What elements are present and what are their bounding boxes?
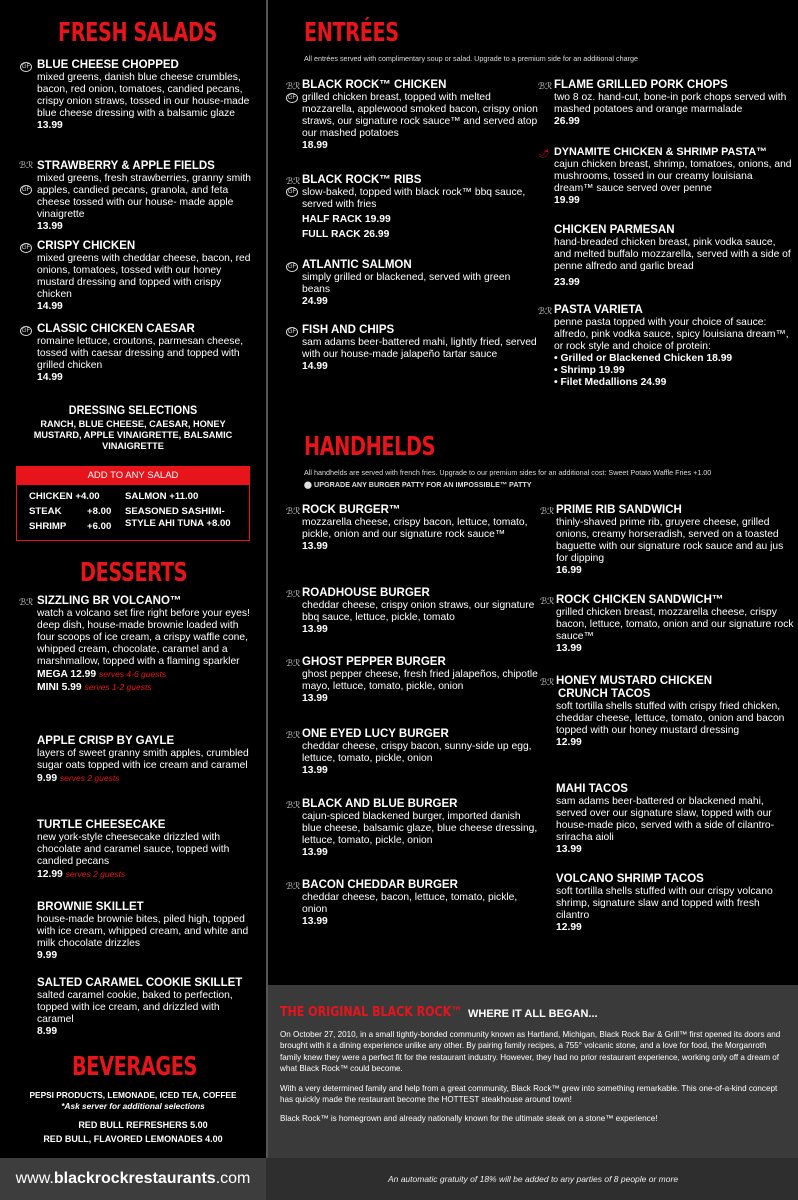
signature-icon: ℬℛ bbox=[540, 677, 555, 687]
right-column bbox=[268, 0, 798, 985]
dressing-list: RANCH, BLUE CHEESE, CAESAR, HONEY MUSTARD, APPLE VINAIGRETTE, BALSAMIC VINAIGRETTE bbox=[33, 419, 233, 451]
handheld-item: ROADHOUSE BURGER cheddar cheese, crispy onion straws, our signature bbq sauce, lettuce, pickle, tomato 13.99 bbox=[302, 587, 535, 635]
gluten-free-icon: GF bbox=[287, 264, 297, 270]
story-title: THE ORIGINAL BLACK ROCK™ bbox=[280, 1005, 463, 1020]
gluten-free-icon: GF bbox=[21, 245, 31, 251]
bev-line: RED BULL, FLAVORED LEMONADES 4.00 bbox=[43, 1134, 223, 1144]
add-to-salad-box bbox=[16, 466, 250, 541]
story-paragraph: With a very determined family and help from a great community, Black Rock™ grew into something remarkable. This one-of-a-kind concept has quickly made the restaurant become the HOTTEST steakhouse around town! bbox=[280, 1083, 778, 1105]
signature-icon: ℬℛ bbox=[286, 176, 301, 186]
add-sashimi: SEASONED SASHIMI- bbox=[125, 506, 225, 517]
entree-item: CHICKEN PARMESAN hand-breaded chicken breast, pink vodka sauce, and melted buffalo mozzarella, served with a side of penne alfredo and garlic bread 23.99 bbox=[554, 224, 791, 288]
gluten-free-icon: GF bbox=[21, 328, 31, 334]
signature-icon: ℬℛ bbox=[286, 589, 301, 599]
signature-icon: ℬℛ bbox=[540, 596, 555, 606]
left-column bbox=[0, 0, 266, 1158]
impossible-note: ⬤ UPGRADE ANY BURGER PATTY FOR AN IMPOSSIBLE™ PATTY bbox=[304, 480, 532, 489]
handheld-item: GHOST PEPPER BURGER ghost pepper cheese, fresh fried jalapeños, chipotle mayo, lettuce, tomato, pickle, onion 13.99 bbox=[302, 656, 538, 704]
dessert-item: SALTED CARAMEL COOKIE SKILLET salted caramel cookie, baked to perfection, topped with ice cream, and drizzled with caramel 8.99 bbox=[37, 977, 243, 1037]
bev-note: *Ask server for additional selections bbox=[61, 1101, 205, 1111]
signature-icon: ℬℛ bbox=[286, 81, 301, 91]
signature-icon: ℬℛ bbox=[286, 730, 301, 740]
handheld-item: PRIME RIB SANDWICH thinly-shaved prime rib, gruyere cheese, grilled onions, creamy horseradish, served on a toasted baguette with our signature rock sauce and au jus for dipping 16.99 bbox=[556, 504, 784, 576]
story-subtitle: WHERE IT ALL BEGAN... bbox=[468, 1008, 598, 1020]
entrees-title: ENTRÉES bbox=[304, 18, 399, 48]
handheld-item: HONEY MUSTARD CHICKEN CRUNCH TACOS soft tortilla shells stuffed with crispy fried chicken, cheddar cheese, lettuce, tomato, onion and bacon topped with our honey mustard dressing 12.99 bbox=[556, 675, 785, 748]
handheld-item: ONE EYED LUCY BURGER cheddar cheese, crispy bacon, sunny-side up egg, lettuce, tomato, pickle, onion 13.99 bbox=[302, 728, 532, 776]
handheld-item: BLACK AND BLUE BURGER cajun-spiced blackened burger, imported danish blue cheese, balsamic glaze, blue cheese dressing, lettuce, tomato, pickle, onion 13.99 bbox=[302, 798, 538, 858]
add-steak-price: +8.00 bbox=[87, 506, 112, 517]
handheld-item: VOLCANO SHRIMP TACOS soft tortilla shells stuffed with our crispy volcano shrimp, signature slaw and topped with fresh cilantro 12.99 bbox=[556, 873, 773, 933]
gluten-free-icon: GF bbox=[21, 187, 31, 193]
signature-icon: ℬℛ bbox=[19, 597, 34, 607]
add-to-salad-title: ADD TO ANY SALAD bbox=[17, 467, 249, 485]
website-link[interactable]: www.blackrockrestaurants.com bbox=[0, 1158, 266, 1200]
entrees-subtitle: All entrées served with complimentary soup or salad. Upgrade to a premium side for an additional charge bbox=[304, 54, 638, 63]
entree-item: ATLANTIC SALMON simply grilled or blackened, served with green beans 24.99 bbox=[302, 259, 511, 307]
bev-line: RED BULL REFRESHERS 5.00 bbox=[78, 1120, 208, 1130]
handheld-item: MAHI TACOS sam adams beer-battered or blackened mahi, served over our signature slaw, topped with our house-made pico, served with a side of cilantro-sriracha aioli 13.99 bbox=[556, 783, 775, 855]
handhelds-title: HANDHELDS bbox=[304, 432, 436, 462]
salad-item: CLASSIC CHICKEN CAESAR romaine lettuce, croutons, parmesan cheese, tossed with caesar dressing and topped with grilled chicken 14.99 bbox=[37, 323, 244, 383]
handheld-item: ROCK CHICKEN SANDWICH™ grilled chicken breast, mozzarella cheese, crispy bacon, lettuce, tomato, onion and our signature rock sauce™ 13.99 bbox=[556, 594, 794, 654]
story-paragraph: On October 27, 2010, in a small tightly-bonded community known as Hartland, Michigan, Black Rock Bar & Grill™ first opened its doors and brought with it a dining experience unlike any other. By pairing family recipes, a 755° volcanic stone, and a love for food, the Morganroth family knew they were a perfect fit for the restaurant industry. However, they had no prior restaurant experience, working only off a dream of what Black Rock™ could become. bbox=[280, 1030, 781, 1074]
gluten-free-icon: GF bbox=[287, 329, 297, 335]
add-salmon: SALMON +11.00 bbox=[125, 491, 199, 502]
dessert-item: TURTLE CHEESECAKE new york-style cheesecake drizzled with chocolate and caramel sauce, topped with candied pecans 12.99 serves 2 guests bbox=[37, 819, 230, 880]
dressing-title: DRESSING SELECTIONS bbox=[68, 403, 198, 417]
dessert-item: APPLE CRISP BY GAYLE layers of sweet granny smith apples, crumbled sugar oats topped with ice cream and caramel 9.99 serves 2 guests bbox=[37, 735, 249, 784]
entree-item: FISH AND CHIPS sam adams beer-battered mahi, lightly fried, served with our house-made jalapeño tartar sauce 14.99 bbox=[302, 324, 537, 372]
entree-item: BLACK ROCK™ RIBS slow-baked, topped with black rock™ bbq sauce, served with fries HALF RACK 19.99 FULL RACK 26.99 bbox=[302, 174, 526, 240]
signature-icon: ℬℛ bbox=[538, 306, 553, 316]
handhelds-subtitle: All handhelds are served with french fries. Upgrade to our premium sides for an additional cost: Sweet Potato Waffle Fries +1.00 bbox=[304, 468, 712, 477]
gratuity-note: An automatic gratuity of 18% will be added to any parties of 8 people or more bbox=[387, 1174, 679, 1184]
dessert-item: BROWNIE SKILLET house-made brownie bites, piled high, topped with ice cream, whipped cream, and white and milk chocolate drizzles 9.99 bbox=[37, 901, 249, 961]
salad-item: CRISPY CHICKEN mixed greens with cheddar cheese, bacon, red onions, tomatoes, tossed with our honey mustard dressing and topped with crispy chicken 14.99 bbox=[37, 240, 251, 312]
salad-item: STRAWBERRY & APPLE FIELDS mixed greens, fresh strawberries, granny smith apples, candied pecans, granola, and feta cheese tossed with our house- made apple vinaigrette 13.99 bbox=[37, 160, 252, 232]
add-chicken: CHICKEN +4.00 bbox=[29, 491, 100, 502]
desserts-title: DESSERTS bbox=[80, 558, 188, 588]
signature-icon: ℬℛ bbox=[286, 506, 301, 516]
entree-item: BLACK ROCK™ CHICKEN grilled chicken breast, topped with melted mozzarella, applewood smoked bacon, crispy onion straws, our signature rock sauce™ and served atop our mashed potatoes 18.99 bbox=[302, 79, 538, 151]
entree-item: PASTA VARIETA penne pasta topped with your choice of sauce: alfredo, pink vodka sauce, spicy louisiana dream™, or rock style and choice of protein: • Grilled or Blackened Chicken 18.99 • Shrimp 19.99 • Filet Medallions 24.99 bbox=[554, 304, 789, 388]
signature-icon: ℬℛ bbox=[540, 506, 555, 516]
gluten-free-icon: GF bbox=[287, 95, 297, 101]
handheld-item: ROCK BURGER™ mozzarella cheese, crispy bacon, lettuce, tomato, pickle, onion and our signature rock sauce™ 13.99 bbox=[302, 504, 528, 552]
gluten-free-icon: GF bbox=[21, 64, 31, 70]
signature-icon: ℬℛ bbox=[286, 800, 301, 810]
footer bbox=[0, 1158, 798, 1200]
spicy-pepper-icon: 🌶 bbox=[538, 148, 550, 158]
add-sashimi-2: STYLE AHI TUNA +8.00 bbox=[125, 518, 231, 529]
entree-item: DYNAMITE CHICKEN & SHRIMP PASTA™ cajun chicken breast, shrimp, tomatoes, onions, and mushrooms, tossed in our creamy louisiana dream™ sauce served over penne 19.99 bbox=[554, 146, 792, 206]
salads-title: FRESH SALADS bbox=[58, 18, 218, 48]
signature-icon: ℬℛ bbox=[286, 881, 301, 891]
add-shrimp-price: +6.00 bbox=[87, 521, 112, 532]
signature-icon: ℬℛ bbox=[538, 81, 553, 91]
gluten-free-icon: GF bbox=[287, 189, 297, 195]
signature-icon: ℬℛ bbox=[286, 658, 301, 668]
salad-item: BLUE CHEESE CHOPPED mixed greens, danish blue cheese crumbles, bacon, red onion, tomatoes, candied pecans, crispy onion straws, tossed in our house-made blue cheese dressing with a balsamic glaze 13.99 bbox=[37, 59, 250, 131]
beverages-title: BEVERAGES bbox=[72, 1052, 198, 1082]
story-paragraph: Black Rock™ is homegrown and already nationally known for the ultimate steak on a stone™ experience! bbox=[280, 1114, 658, 1124]
add-shrimp: SHRIMP bbox=[29, 521, 67, 532]
signature-icon: ℬℛ bbox=[19, 160, 34, 170]
story-section bbox=[268, 985, 798, 1158]
handheld-item: BACON CHEDDAR BURGER cheddar cheese, bacon, lettuce, tomato, pickle, onion 13.99 bbox=[302, 879, 518, 927]
bev-line: PEPSI PRODUCTS, LEMONADE, ICED TEA, COFFEE bbox=[29, 1090, 237, 1100]
entree-item: FLAME GRILLED PORK CHOPS two 8 oz. hand-cut, bone-in pork chops served with mashed potatoes and orange marmalade 26.99 bbox=[554, 79, 787, 127]
add-steak: STEAK bbox=[29, 506, 62, 517]
dessert-item: SIZZLING BR VOLCANO™ watch a volcano set fire right before your eyes! deep dish, house-made brownie loaded with four scoops of ice cream, a crispy waffle cone, whipped cream, chocolate, caramel and a marshmallow, topped with a flaming sparkler MEGA 12.99 serves 4-6 guests MINI 5.99 serves 1-2 guests bbox=[37, 595, 250, 693]
